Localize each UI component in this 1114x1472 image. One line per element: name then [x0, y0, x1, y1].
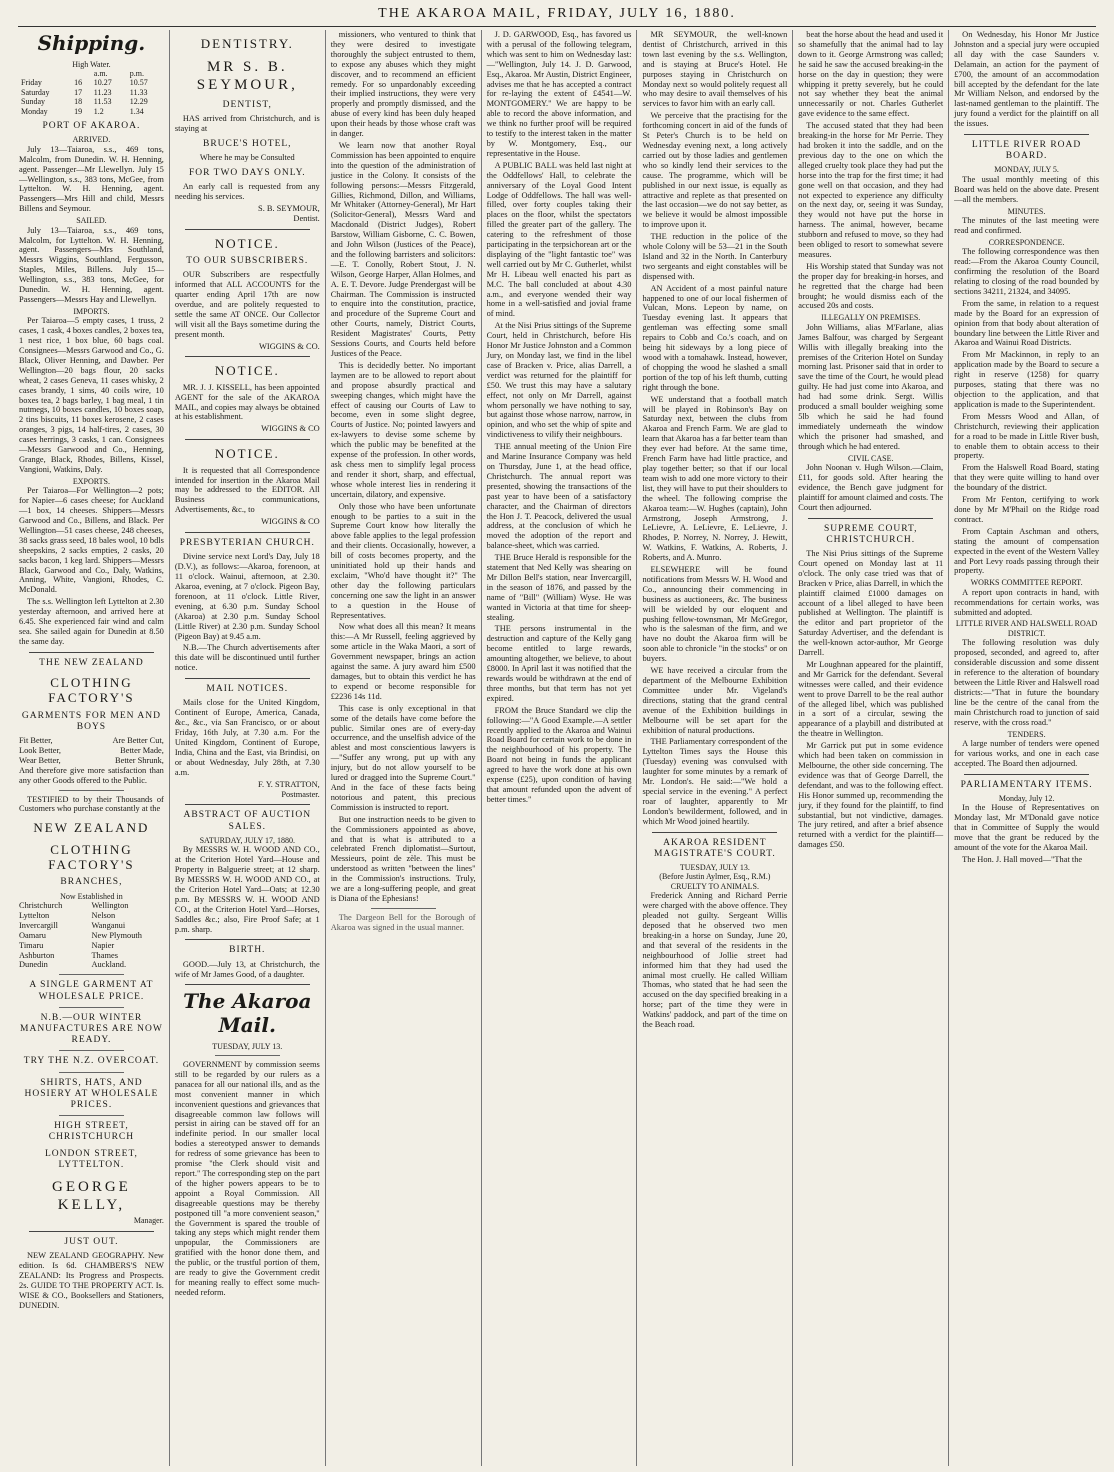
birth-heading: BIRTH. [229, 945, 266, 956]
divider [652, 832, 777, 833]
road-board-date: MONDAY, JULY 5. [994, 165, 1059, 175]
masthead: THE AKAROA MAIL, FRIDAY, JULY 16, 1880. [378, 6, 736, 21]
street-line-1: HIGH STREET, CHRISTCHURCH [48, 1121, 135, 1143]
divider [59, 1050, 124, 1051]
article-paragraph: We learn now that another Royal Commission has been appointed to enquire into the question of the administration of justice in the Colony. It consists of the following persons:—Messrs Fitzgerald, Gillies, Richmond, Dillon, and Williams, Mr Whitaker (Attorney-General), Mr Hart (Solicitor-General), Messrs Ward and Macdonald (District Judges), Robert Barstow, William Gisborne, C. C. Bowen, and John Wilson (Justices of the Peace), and the following barristers and solicitors:—E. T. Conolly, Robert Stout, J. N. Wilson, George Harper, Allan Holmes, and A. E. T. Devore. Judge Prendergast will be Chairman. The Commission is instructed to enquire into the constitution, practice, and procedure of the Supreme Court and other Courts, namely, District Courts, Resident Magistrates' Courts, Petty Sessions Courts, and Courts held before Justices of the Peace. [330, 140, 476, 358]
publisher-signature: WIGGINS & CO [261, 517, 320, 527]
news-item: AN Accident of a most painful nature happened to one of our local fishermen of Vulcan, Mons. Lepeon by name, on Tuesday evening last. It appears that gentleman was effecting some small repairs to Cobb and Co.'s coach, and on being hit sideways by a long piece of wood with a tomahawk. Instead, however, of chopping the wood he slashed a small portion of the top of his left thumb, cutting right through the bone. [642, 283, 788, 392]
presbyterian-heading: PRESBYTERIAN CHURCH. [179, 538, 315, 549]
news-item: THE annual meeting of the Union Fire and Marine Insurance Company was held on Thursday, June 1, at the head office, Christchurch. The annual report was presented, showing the transactions of the past year to have been of a satisfactory character, and the Chairman of directors the Hon J. T. Peacock, delivered the usual address, at the conclusion of which he moved the adoption of the report and balance-sheet, which was carried. [486, 442, 632, 551]
winter-notice: N.B.—OUR WINTER MANUFACTURES ARE NOW READY. [20, 1012, 163, 1046]
dentistry-heading: DENTISTRY. [200, 36, 294, 51]
towns-right: Wellington Nelson Wanganui New Plymouth Napier Thames Auckland. [91, 901, 142, 970]
divider [29, 1231, 154, 1232]
shirts-line: SHIRTS, HATS, AND HOSIERY AT WHOLESALE PRICES. [24, 1077, 159, 1110]
tide-table [19, 69, 164, 116]
divider [59, 1072, 124, 1073]
towns-left: Christchurch Lyttelton Invercargill Oamaru Timaru Ashburton Dunedin [19, 901, 63, 970]
road-board-text: The following correspondence was then read:—From the Akaroa County Council, confirming the resolution of the Board relating to closing of the road bounded by sections 34211, 21324, and 34095. [954, 247, 1100, 296]
fit-row: Wear Better, Better Shrunk, [19, 755, 164, 765]
sailed-text: July 13—Taiaroa, s.s., 469 tons, Malcolm, for Lyttelton. W. H. Henning, agent. Passengers—Mrs Southland, Messrs Wiggins, Southland, Fergusson, Staples, Miles, Billens. July 15—Wellington, s.s., 383 tons, McGee, for Dunedin. W. H. Henning, agent. Passengers—Messrs Hay and Llewellyn. [19, 225, 164, 304]
column-2 [170, 30, 326, 1466]
dentist-label: DENTIST, [222, 99, 272, 110]
mail-notices-heading: MAIL NOTICES. [206, 684, 289, 695]
news-item: THE persons instrumental in the destruction and capture of the Kelly gang become entitled to large rewards, amounting altogether, we believe, to about £8000. In April last it was notified that the rewards would be withdrawn at the end of three months, but that term has not yet expired. [486, 624, 632, 703]
divider [185, 439, 310, 440]
divider [964, 774, 1089, 775]
tenders-heading: TENDERS. [1007, 729, 1046, 739]
tide-header: a.m. p.m. [93, 69, 145, 79]
article-paragraph: Now what does all this mean? It means this:—A Mr Russell, feeling aggrieved by some article in the Waka Maori, a sort of Government newspaper, brings an action against the same. A jury award him £500 damages, but to obtain this verdict he has to expend or become responsible for £2236 14s 11d. [330, 622, 476, 701]
just-out-text: NEW ZEALAND GEOGRAPHY. New edition. Is 6d. CHAMBERS'S NEW ZEALAND: Its Progress and Prospects. 2s. GUIDE TO THE PROPERTY ACT. Is. WISE & CO., Booksellers and Stationers, DUNEDIN. [19, 1251, 164, 1310]
branches-label: BRANCHES, [60, 877, 123, 888]
column-1 [14, 30, 170, 1466]
kelly-role: Manager. [133, 1216, 164, 1226]
seymour-role: Dentist. [293, 213, 320, 223]
exports-text: Per Taiaroa—For Wellington—2 pots; for Napier—6 cases cheese; for Auckland—1 box, 14 cheeses. Shippers—Messrs Garwood and Co., Billens, and Black. Per Wellington—51 cases cheese, 248 cheeses, 38 sacks grass seed, 18 bales wool, 10 bdls sheepskins, 2 sacks empties, 2 casks, 20 sacks bacon, 1 keg lard. Shippers—Messrs Black, Garwood and Co., Daly, Watkins, Anning, White, Vangioni, Rhodes, C. McDonald. [19, 486, 164, 595]
tide-row: Sunday 18 11.53 12.29 [21, 97, 148, 107]
columns [14, 30, 1104, 1466]
minutes-heading: MINUTES. [1007, 206, 1046, 216]
divider [185, 532, 310, 533]
testified-text: TESTIFIED to by their Thousands of Customers who purchase constantly at the [19, 794, 164, 814]
court-text: The Nisi Prius sittings of the Supreme Court opened on Monday last at 11 o'clock. The only case tried was that of Bracken v Price, alias Darrell, in which the plaintiff claimed £1000 damages on account of a libel alleged to have been published at Wellington. The plaintiff is the editor and part proprietor of the Saturday Advertiser, and the defendant is the well-known actor-author, Mr George Darrell. [798, 548, 944, 658]
auction-date: SATURDAY, JULY 17, 1880. [199, 835, 295, 845]
towns-list [19, 901, 164, 970]
court-text: Frederick Anning and Richard Perrie were charged with the above offence. They pleaded not guilty. Sergeant Willis deposed that he observed two men breaking-in a horse on Sunday, June 20, and that several of the residents in the neighbourhood of Jollie street had informed him that they had used the animal most cruelly. He called William Thomas, who stated that he had seen the accused on the day specified breaking in a horse; part of the time they were in Watkins' paddock, and part of the time on the Beach road. [642, 891, 788, 1030]
seymour-name: MR S. B. SEYMOUR, [196, 59, 298, 94]
overcoat-line: TRY THE N.Z. OVERCOAT. [23, 1056, 160, 1067]
sailed-label: SAILED. [76, 216, 107, 226]
news-item: On Wednesday, his Honor Mr Justice Johnston and a special jury were occupied all day with the case Saunders v. Delamain, an action for the payment of £700, the amount of an accommodation bill accepted by the defendant for the late Mr William Nelson, and endorsed by the last-named gentleman to the plaintiff. The jury found a verdict for the plaintiff on all the issues. [954, 30, 1100, 129]
nz-title-2: NEW ZEALAND [33, 820, 150, 836]
column-3 [326, 30, 482, 1466]
supreme-court-heading: SUPREME COURT, CHRISTCHURCH. [823, 523, 918, 545]
road-board-text: A report upon contracts in hand, with recommendations for certain works, was submitted and adopted. [954, 587, 1100, 617]
early-call-text: An early call is requested from any needing his services. [174, 182, 320, 201]
seymour-signature: S. B. SEYMOUR, [258, 203, 320, 213]
street-line-2: LONDON STREET, LYTTELTON. [44, 1148, 138, 1170]
news-item: THE Bruce Herald is responsible for the statement that Ned Kelly was shearing on Mr Dillon Bell's station, near Invercargill, in the season of 1876, and passed by the name of "Bill" (William) Wyse. He was wanted in Victoria at that time for sheep-stealing. [486, 553, 632, 622]
road-board-text: From Mr Mackinnon, in reply to an application made by the Board to secure a right in reserve (1258) for quarry purposes, stating that there was no objection to the application, and that application is made to the Superintendent. [954, 350, 1100, 409]
court-date: TUESDAY, JULY 13. [679, 863, 750, 872]
notice-subscribers-text: OUR Subscribers are respectfully informed that ALL ACCOUNTS for the quarter ending April 17th are now overdue, and are politely requested to settle the same AT ONCE. Our Collector will visit all the Bays sometime during the present month. [174, 270, 320, 339]
imports-label: IMPORTS. [73, 306, 110, 316]
editorial-text: GOVERNMENT by commission seems still to be regarded by our rulers as a panacea for all our national ills, and as the most convenient manner in which inconvenient questions and grievances that disagreeable common law follows will persist in airing can be staved off for an indefinite period. In our smaller local bodies a stereotyped answer to demands for redress of some grievance has been to promise "the Clerk should visit and report." The corresponding step on the part of the higher powers appears to be to appoint a Royal Commission. All disagreeable questions may be thereby postponed till "a more convenient season," the Government is spared the trouble of taking any steps which might render them unpopular, the Commissioners are gratified with the honor done them, and the public, or the trustful portion of them, are ready to give the Government credit for meaning really to effect some much-needed reform. [174, 1060, 320, 1297]
road-board-text: The minutes of the last meeting were read and confirmed. [954, 216, 1100, 235]
divider [185, 229, 310, 230]
divider [185, 356, 310, 357]
publisher-signature: WIGGINS & CO [261, 424, 320, 434]
divider [808, 518, 933, 519]
birth-text: GOOD.—July 13, at Christchurch, the wife of Mr James Good, of a daughter. [174, 959, 320, 979]
high-water-label: High Water. [72, 59, 111, 69]
port-heading: PORT OF AKAROA. [42, 121, 141, 132]
tide-row: Monday 19 1.2 1.34 [21, 106, 144, 116]
steamer-note: The s.s. Wellington left Lyttelton at 2.30 yesterday afternoon, and arrived here at 6.45. She experienced fair wind and calm sea. She sailed again for Dunedin at 8.50 the same day. [19, 597, 164, 646]
postmaster-name: F. Y. STRATTON, [257, 779, 320, 789]
auction-heading: ABSTRACT OF AUCTION SALES. [183, 810, 312, 832]
divider [59, 1007, 124, 1008]
road-board-heading: LITTLE RIVER ROAD BOARD. [971, 140, 1082, 162]
news-item: A PUBLIC BALL was held last night at the Oddfellows' Hall, to celebrate the anniversary of the Loyal Good Intent Lodge of Oddfellows. The hall was well-filled, over forty couples taking their places on the floor, whilst the spectators filled the greater part of the gallery. The catering to the refreshment of those participating in the terpsichorean art or the displaying of the "light fantastic toe" was well carried out by Mr C. Gutherlet, whilst Mr H. Libeau well enacted his part as M.C. The ball concluded at about 4.30 a.m., and everyone wended their way home in a well-satisfied and jovial frame of mind. [486, 160, 632, 319]
issue-date: TUESDAY, JULY 13. [212, 1041, 283, 1051]
divider [59, 974, 124, 975]
article-paragraph: But one instruction needs to be given to the Commissioners appointed as above, and that is what is attributed to a celebrated French diplomatist—Surtout, Messieurs, point de zèle. This must be understood as written "between the lines" in the Commission's instructions. Truly, we are a long-suffering people, and great is Diana of the Ephesians! [330, 814, 476, 903]
clothing-factory-title-2: CLOTHING FACTORY'S [48, 841, 135, 873]
article-paragraph: missioners, who ventured to think that they were desired to investigate thoroughly the subject entrusted to them, to expose any abuses which they might discover, and to recommend an efficient remedy. For so unpardonably exceeding their implied instructions, they were very properly and promptly dismissed, and the abuse of every kind has been duly heaped upon their heads by those whose craft was in danger. [330, 30, 476, 139]
court-text: The accused stated that they had been breaking-in the horse for Mr Perrie. They had broken it into the saddle, and on the previous day to the one on which the alleged cruelty took place they had put the horse into the trap for the first time; it had gone well on that occasion, and they had not expected to experience any difficulty on the next day, or, seeing it was Sunday, they would not have put the horse in harness. The animal, however, became stubborn and refused to move, so they had been obliged to resort to somewhat severe measures. [798, 121, 944, 259]
notice-editor-text: It is requested that all Correspondence intended for insertion in the Akaroa Mail may be addressed to the EDITOR. All Business communications, Advertisements, &c., to [174, 465, 320, 515]
fit-row: Fit Better, Are Better Cut, [19, 736, 164, 746]
court-text: Mr Loughnan appeared for the plaintiff, and Mr Garrick for the defendant. Several witnesses were called, and their evidence went to prove Darrell to be the real author of the alleged libel, which was published in a sort of a circular, sewing the appearance of a playbill and distributed at the theatre in Wellington. [798, 659, 944, 739]
divider [185, 678, 310, 679]
divider [59, 1115, 124, 1116]
road-board-text: The following resolution was duly proposed, seconded, and agreed to, after considerable discussion and some dissent in reference to the alteration of boundary between the Little River and Halswell road districts:—"That in future the boundary line be the centre of the canal from the main Christchurch road to junction of said reserve, with the cross road." [954, 638, 1100, 727]
parliamentary-text: The Hon. J. Hall moved—"That the [962, 854, 1083, 864]
two-days-line: FOR TWO DAYS ONLY. [188, 167, 306, 178]
court-heading: AKAROA RESIDENT MAGISTRATE'S COURT. [653, 837, 776, 859]
consult-line: Where he may be Consulted [199, 152, 295, 162]
parliamentary-heading: PARLIAMENTARY ITEMS. [960, 779, 1093, 790]
road-board-text: From Mr Fenton, certifying to work done by Mr M'Phail on the Ridge road contract. [954, 495, 1100, 524]
illegal-heading: ILLEGALLY ON PREMISES. [821, 313, 921, 323]
news-item: ELSEWHERE will be found notifications from Messrs W. H. Wood and Co., announcing their commencing in business as auctioneers, &c. The business will be wielded by our eloquent and pushing fellow-townsman, Mr McGregor, who is the salesman of the firm, and we have no doubt the Akaroa firm will be soon able to chronicle "in the stocks" or on buyers. [642, 565, 788, 664]
fit-row: Look Better, Better Made, [19, 745, 164, 755]
court-text: John Williams, alias M'Farlane, alias James Balfour, was charged by Sergeant Willis with illegally breaking into the premises of the Criterion Hotel on Sunday morning last. Prisoner said that in order to save the time of the Court, he would plead guilty. He had just come into Akaroa, and had had some drink. Sergt. Willis produced a small boulder weighing some 5lb which he said he had found immediately underneath the window which the prisoner had smashed, and through which he had entered. [798, 322, 944, 451]
arrived-text: July 13—Taiaroa, s.s., 469 tons, Malcolm, from Dunedin. W. H. Henning, agent. Passenger—Mr Llewellyn. July 15—Wellington, s.s., 383 tons, McGee, from Lyttelton. W. H. Henning, agent. Passengers—Mrs Hill and child, Messrs Billens and Seymour. [19, 144, 164, 214]
news-item: WE understand that a football match will be played in Robinson's Bay on Saturday next, between the clubs from Akaroa and French Farm. We are glad to learn that Akaroa has a far better team than they ever had before. At the same time, French Farm have had little practice, and play together better; so that if our local team wish to add one more victory to their list, they will have to put their shoulders to the wheel. The following comprise the Akaroa team:—W. Hughes (captain), John Armstrong, Joseph Armstrong, J. LeLievre, A. LeLievre, E. LeLievre, J. Rhodes, P. Norrey, N. Norrey, J. Hewitt, W. Watkins, F. Watkins, A. Roberts, J. Roberts, and A. Munro. [642, 394, 788, 563]
hotel-name: BRUCE'S HOTEL, [203, 138, 292, 149]
news-item: MR SEYMOUR, the well-known dentist of Christchurch, arrived in this town last evening by the s.s. Wellington, and is staying at Bruce's Hotel. He purposes staying in Christchurch on Monday next so would politely request all who may desire to avail themselves of his services to favor him with an early call. [642, 30, 788, 109]
article-paragraph: This case is only exceptional in that some of the details have come before the public. Similar ones are of every-day occurrence, and the unselfish advice of the ablest and most conscientious lawyers is—"Suffer any wrong, put up with any injury, but do not allow yourself to be lured or dragged into the Supreme Court." And in the face of these facts being notorious and patent, this precious Commission is instructed to report. [330, 703, 476, 812]
notice-heading: NOTICE. [214, 363, 280, 379]
fit-text: And therefore give more satisfaction than any other Goods offered to the Public. [19, 765, 164, 785]
court-text: Mr Garrick put put in some evidence which had been taken on commission in Melbourne, the other side concerning. The evidence was that of George Darrell, the defendant, and was to the following effect. His Honor summed up, recommending the jury, if they found for the plaintiff, to find substantial, but not vindictive, damages. The jury retired, and after a brief absence returned with a verdict for the plaintiff—damages £50. [798, 741, 944, 850]
publisher-signature: WIGGINS & CO. [259, 341, 320, 351]
subscribers-heading: TO OUR SUBSCRIBERS. [186, 255, 309, 266]
column-5 [637, 30, 793, 1466]
news-item: FROM the Bruce Standard we clip the following:—"A Good Example.—A settler recently applied to the Akaroa and Wainui Road Board for certain work to be done in the neighbourhood of his property. The Board not being in funds the applicant agreed to have the work done at his own expense (£25), upon condition of having that amount refunded upon the advent of better times." [486, 705, 632, 804]
court-text: beat the horse about the head and used it so shamefully that the animal had to lay down to it. George Armstrong was called; he said he saw the accused breaking-in the horse on the day in question; they were whipping it pretty severely, but he could not say whether they beat the animal unnecessarily or not. Charles Gutherlet gave evidence to the same effect. [798, 30, 944, 119]
divider [185, 939, 310, 940]
divider [964, 134, 1089, 135]
news-item: WE have received a circular from the department of the Melbourne Exhibition Committee under Mr. Vigeland's directions, stating that the grand central avenue of the Exhibition buildings in Melbourne will be set apart for the exhibition of natural productions. [642, 666, 788, 735]
news-item: J. D. GARWOOD, Esq., has favored us with a perusal of the following telegram, which was sent to him on Wednesday last:—"Wellington, July 14. J. D. Garwood, Esq., Akaroa. Mr Austin, District Engineer, advises me that he has accepted a contract for re-laying the extent of £4541—W. MONTGOMERY." We are happy to be able to record the above information, and we think no further proof will be required to testify to the interest taken in the matter by W. Montgomery, Esq., our representative in the House. [486, 30, 632, 158]
now-established: Now Established in [60, 891, 123, 901]
divider [185, 804, 310, 805]
news-item: We perceive that the practising for the forthcoming concert in aid of the funds of St Peter's Church is to be held on Wednesday evening next, a long actively carried out by those ladies and gentlemen who so kindly lend their services to the cause. The programme, which will be published in our next issue, is equally as attractive and replete as that presented on the last occasion—we do not say better, as we believe it would be almost impossible to improve upon it. [642, 111, 788, 230]
postmaster-role: Postmaster. [281, 789, 320, 799]
parliamentary-date: Monday, July 12. [998, 793, 1055, 803]
presbyterian-nb: N.B.—The Church advertisements after this date will be discontinued until further notice. [174, 643, 320, 673]
kelly-name: GEORGE KELLY, [52, 1178, 131, 1213]
notice-heading: NOTICE. [214, 446, 280, 462]
works-heading: WORKS COMMITTEE REPORT. [970, 578, 1083, 588]
exports-label: EXPORTS. [72, 476, 110, 486]
news-item: THE reduction in the police of the whole Colony will be 53—21 in the South Island and 32 in the North. In Canterbury two sergeants and eight constables will be dispensed with. [642, 232, 788, 281]
notice-agent-text: MR. J. J. KISSELL, has been appointed AGENT for the sale of the AKAROA MAIL, and copies may always be obtained at his establishment. [174, 382, 320, 422]
mail-notices-text: Mails close for the United Kingdom, Continent of Europe, America, Canada, &c., &c., via San Francisco, or or about Friday, 16th July, at 7.30 a.m. For the United Kingdom, Continent of Europe, India, China and the East, via Brindisi, on or about Wednesday, July 28th, at 7.30 a.m. [174, 698, 320, 777]
court-text: John Noonan v. Hugh Wilson.—Claim, £11, for goods sold. After hearing the evidence, the Bench gave judgment for plaintiff for amount claimed and costs. The Court then adjourned. [798, 463, 944, 512]
correspondence-heading: CORRESPONDENCE. [988, 237, 1065, 247]
parliamentary-text: In the House of Representatives on Monday last, Mr M'Donald gave notice that in Committee of Supply the would move that the grant be reduced by the amount of the vote for the Akaroa Mail. [954, 803, 1100, 852]
garments-line: GARMENTS FOR MEN AND BOYS [21, 710, 161, 732]
single-garment: A SINGLE GARMENT AT WHOLESALE PRICE. [29, 980, 154, 1002]
road-board-text: From the same, in relation to a request made by the Board for an expression of opinion from that body about alteration of boundary line between the Little River and Akaroa and Wainui Road Districts. [954, 298, 1100, 348]
notice-heading: NOTICE. [214, 235, 280, 251]
court-text: His Worship stated that Sunday was not the proper day for breaking-in horses, and he regretted that the charge had been brought; he would dismiss each of the accused 20s and costs. [798, 261, 944, 311]
news-item: At the Nisi Prius sittings of the Supreme Court, held in Christchurch, before His Honor Mr Justice Johnston and a Common Jury, on Monday last, we find in the libel case of Bracken v. Price, alias Darrell, a verdict was returned for the plaintiff for £50. We trust this may have a salutary effect, not only on Mr Darrell, against whom personally we have nothing to say, but against those whose narrow, narrow, in opinion, and who set the whip of spite and vindictiveness to vilify their neighbours. [486, 321, 632, 440]
divider [29, 652, 154, 653]
masthead-rule [18, 26, 1096, 27]
district-heading: LITTLE RIVER AND HALSWELL ROAD DISTRICT. [955, 619, 1098, 638]
divider [185, 984, 310, 985]
road-board-text: A large number of tenders were opened for various works, and one in each case accepted. The Board then adjourned. [954, 738, 1100, 768]
auction-text: By MESSRS W. H. WOOD AND CO., at the Criterion Hotel Yard—House and Property in Balguerie street; at 12 sharp. By MESSRS W. H. WOOD AND CO., at the Criterion Hotel Yard—Oats; at 12.30 p.m. By MESSRS W. H. WOOD AND CO., at the Criterion Hotel Yard—Horses, Saddles &c.; also, Fire Proof Safe; at 1 p.m. sharp. [174, 845, 320, 934]
article-paragraph: This is decidedly better. No important laymen are to be allowed to report about and propose absurdly practical and sweeping changes, which might have the effect of causing our Courts of Law to become, even in some slight degree, Courts of Justice. No; pointed lawyers and ex-lawyers to devise some scheme by which the public may be benefited at the expense of the profession. In other words, ask chess men to simplify legal process and render it short, sharp, and effectual, whose whole interest lies in rendering it uncertain, dilatory, and expensive. [330, 360, 476, 499]
road-board-text: From Messrs Wood and Allan, of Christchurch, reviewing their application for a road to be made in Little River bush, to enable them to obtain access to their property. [954, 411, 1100, 461]
road-board-text: From the Halswell Road Board, stating that they were quite willing to hand over the boundary of the district. [954, 463, 1100, 493]
court-before: (Before Justin Aylmer, Esq., R.M.) [659, 872, 771, 882]
road-board-text: The usual monthly meeting of this Board was held on the above date. Present—all the members. [954, 174, 1100, 204]
news-item: THE Parliamentary correspondent of the Lyttelton Times says the House this (Tuesday) evening was convulsed with laughter for some minutes by a remark of Mr. London's. He said:—"We hold a special service in the evening." A perfect roar of laughter, apparently to Mr London's bewilderment, followed, and in which Mr Wood joined heartily. [642, 737, 788, 826]
dentist-arrived: HAS arrived from Christchurch, and is staying at [174, 113, 320, 133]
civil-heading: CIVIL CASE. [847, 453, 894, 463]
divider [215, 1055, 280, 1056]
tide-row: Saturday 17 11.23 11.33 [21, 87, 148, 97]
imports-text: Per Taiaroa—5 empty cases, 1 truss, 2 cases, 1 cask, 4 boxes candles, 2 boxes tea, 1 nest rice, 1 box blue, 60 bags coal. Consignees—Messrs Garwood and Co., G. Black, Oliver Henning, and Dawber. Per Wellington—20 bags flour, 20 sacks wheat, 2 cases Geneva, 11 cases whisky, 2 cases brandy, 1 sims, 40 coils wire, 10 boxes tea, 2 bags barley, 1 bag meal, 1 tin nutmegs, 10 boxes candles, 10 boxes soap, 2 tins biscuits, 11 boxes kerosene, 2 cases oranges, 3 pigs, 14 half-tires, 2 cases, 30 cases herrings, 3 casks, 1 can. Consignees—Messrs Garwood and Co., Henning, Grange, Black, Rhodes, Billens, Kissel, Vangioni, Watkins, Daly. [19, 316, 164, 474]
road-board-text: From Captain Aschman and others, stating the amount of compensation expected in the event of the Western Valley and Port Levy roads passing through their property. [954, 526, 1100, 576]
column-4 [482, 30, 638, 1466]
article-paragraph: Only those who have been unfortunate enough to be parties to a suit in the Supreme Court know how literally the above fable applies to the legal profession and their clients. Occasionally, however, a bill of costs becomes property, and the uninitiated hold up their hands and exclaim, "Who'd have thought it?" The other day the following particulars concerning one saw the light in an answer to a question in the House of Representatives. [330, 501, 476, 620]
divider [371, 908, 436, 909]
divider [59, 790, 124, 791]
presbyterian-text: Divine service next Lord's Day, July 18 (D.V.), as follows:—Akaroa, forenoon, at 11 o'clock. Wainui, afternoon, at 2.30. Akaroa, evening, at 7 o'clock. Pigeon Bay, forenoon, at 11 o'clock. Little River, evening, at 6.30 p.m. Sunday School (Akaroa) at 2.30 p.m. Sunday School (Little River) at 2.30 p.m. Sunday School (Pigeon Bay) at 9.45 a.m. [174, 552, 320, 641]
nz-title: THE NEW ZEALAND [39, 657, 144, 668]
just-out-heading: JUST OUT. [64, 1236, 119, 1247]
paper-title: The Akaroa Mail. [183, 989, 312, 1038]
shipping-title: Shipping. [37, 31, 146, 55]
column-6 [793, 30, 949, 1466]
column-7 [949, 30, 1104, 1466]
cruelty-heading: CRUELTY TO ANIMALS. [670, 881, 759, 891]
tide-row: Friday 16 10.27 10.57 [21, 78, 148, 88]
clothing-factory-title: CLOTHING FACTORY'S [48, 674, 135, 706]
article-paragraph: The Dargeon Bell for the Borough of Akaroa was signed in the usual manner. [330, 912, 476, 932]
arrived-label: ARRIVED. [72, 135, 111, 145]
